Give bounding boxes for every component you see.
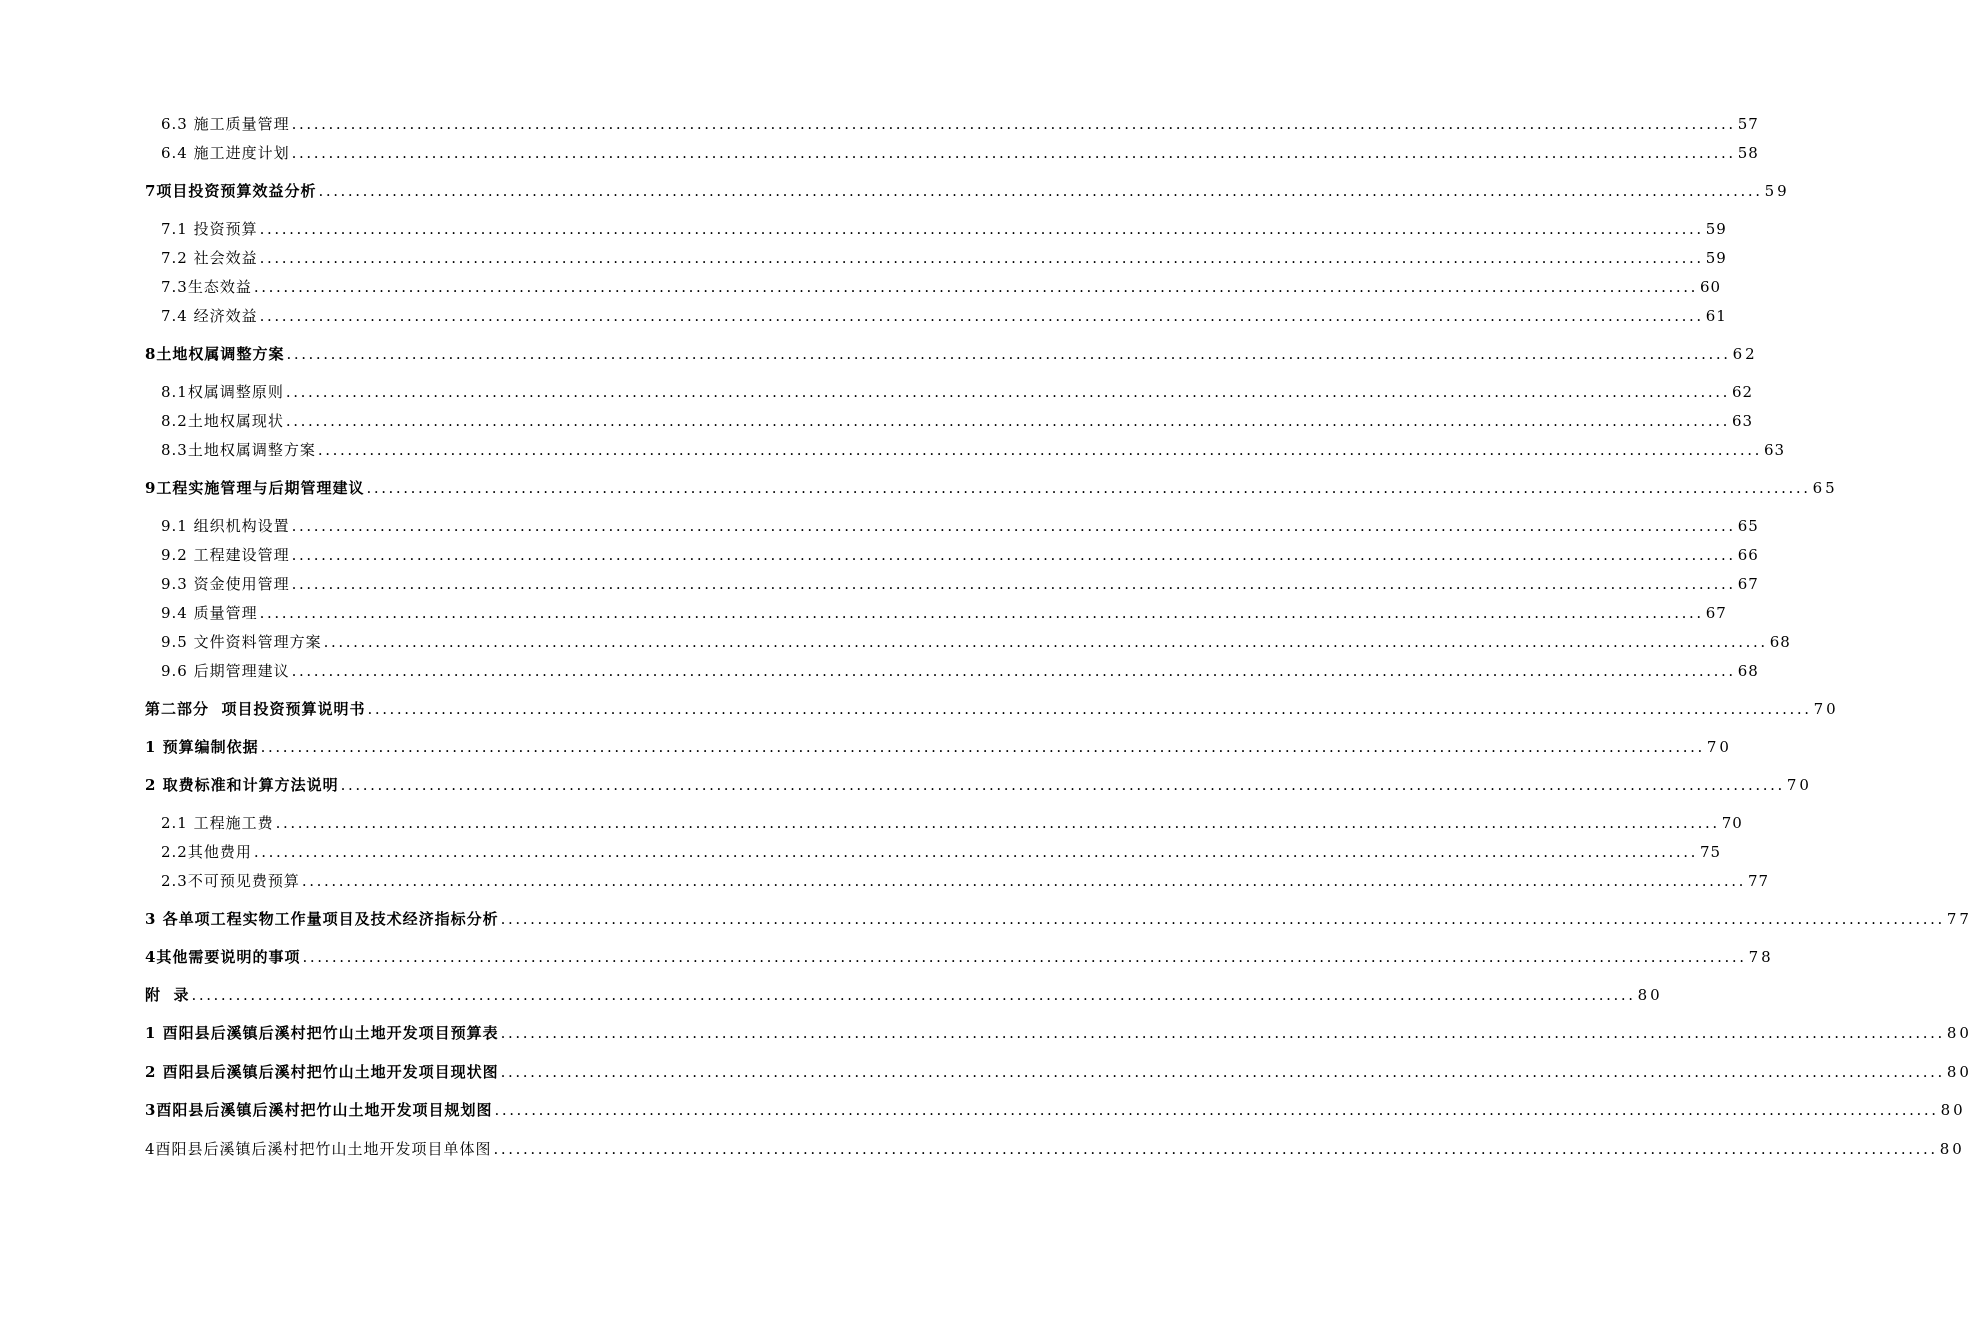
toc-entry-title: 4酉阳县后溪镇后溪村把竹山土地开发项目单体图 <box>145 1140 492 1158</box>
dot-leader <box>260 248 1704 268</box>
dot-leader <box>292 661 1736 681</box>
toc-entry-title: 2.1 工程施工费 <box>161 814 274 832</box>
toc-entry-page: 68 <box>1769 633 1791 651</box>
toc-entry-title: 8土地权属调整方案 <box>145 345 285 363</box>
toc-entry-page: 80 <box>1637 986 1663 1004</box>
toc-entry-page: 80 <box>1939 1140 1965 1158</box>
toc-entry-title: 9.2 工程建设管理 <box>161 546 290 564</box>
dot-leader <box>302 871 1746 891</box>
toc-entry[interactable] <box>0 731 1732 757</box>
toc-entry[interactable] <box>0 597 1727 623</box>
dot-leader <box>318 440 1762 460</box>
dot-leader <box>286 411 1730 431</box>
dot-leader <box>276 813 1720 833</box>
toc-entry[interactable] <box>0 979 1663 1005</box>
toc-entry[interactable] <box>0 903 1972 929</box>
toc-entry-title: 9工程实施管理与后期管理建议 <box>145 479 365 497</box>
toc-entry-title: 2 酉阳县后溪镇后溪村把竹山土地开发项目现状图 <box>145 1063 499 1081</box>
dot-leader <box>501 909 1945 929</box>
dot-leader <box>367 699 1811 719</box>
toc-entry[interactable] <box>0 175 1790 201</box>
toc-entry-page: 63 <box>1764 441 1786 459</box>
dot-leader <box>341 775 1785 795</box>
toc-entry-page: 67 <box>1705 604 1727 622</box>
toc-entry[interactable] <box>0 108 1759 134</box>
toc-entry-title: 9.5 文件资料管理方案 <box>161 633 322 651</box>
toc-entry-page: 60 <box>1700 278 1722 296</box>
toc-entry-page: 80 <box>1946 1024 1972 1042</box>
toc-entry-title: 1 预算编制依据 <box>145 738 259 756</box>
dot-leader <box>501 1023 1945 1043</box>
toc-entry-page: 65 <box>1812 479 1838 497</box>
dot-leader <box>292 574 1736 594</box>
toc-entry[interactable] <box>0 568 1759 594</box>
dot-leader <box>191 985 1635 1005</box>
toc-entry-title: 9.1 组织机构设置 <box>161 517 290 535</box>
toc-entry[interactable] <box>0 1056 1972 1082</box>
dot-leader <box>494 1139 1938 1159</box>
toc-entry[interactable] <box>0 271 1722 297</box>
toc-entry-title: 9.6 后期管理建议 <box>161 662 290 680</box>
toc-entry-page: 68 <box>1737 662 1759 680</box>
toc-entry-page: 80 <box>1940 1101 1966 1119</box>
dot-leader <box>292 114 1736 134</box>
toc-entry-page: 78 <box>1748 948 1774 966</box>
toc-entry-page: 59 <box>1705 220 1727 238</box>
toc-entry[interactable] <box>0 137 1759 163</box>
toc-entry[interactable] <box>0 213 1727 239</box>
dot-leader <box>254 277 1698 297</box>
toc-entry[interactable] <box>0 626 1791 652</box>
toc-entry-title: 附 录 <box>145 986 190 1004</box>
toc-entry-title: 2.2其他费用 <box>161 843 252 861</box>
toc-entry-page: 70 <box>1721 814 1743 832</box>
toc-entry-title: 3酉阳县后溪镇后溪村把竹山土地开发项目规划图 <box>145 1101 493 1119</box>
toc-entry-page: 59 <box>1764 182 1790 200</box>
dot-leader <box>261 737 1705 757</box>
toc-entry[interactable] <box>0 655 1759 681</box>
toc-entry-page: 65 <box>1737 517 1759 535</box>
dot-leader <box>318 181 1762 201</box>
dot-leader <box>494 1100 1938 1120</box>
toc-entry-title: 9.4 质量管理 <box>161 604 258 622</box>
dot-leader <box>501 1062 1945 1082</box>
toc-entry[interactable] <box>0 434 1786 460</box>
toc-entry-title: 2.3不可预见费预算 <box>161 872 300 890</box>
toc-entry-page: 61 <box>1705 307 1727 325</box>
toc-entry[interactable] <box>0 376 1754 402</box>
toc-entry[interactable] <box>0 769 1812 795</box>
toc-entry-page: 77 <box>1946 910 1972 928</box>
toc-entry[interactable] <box>0 941 1774 967</box>
toc-entry-page: 59 <box>1705 249 1727 267</box>
toc-entry-title: 8.1权属调整原则 <box>161 383 284 401</box>
toc-entry-title: 2 取费标准和计算方法说明 <box>145 776 339 794</box>
toc-entry-title: 6.4 施工进度计划 <box>161 144 290 162</box>
toc-entry-page: 58 <box>1737 144 1759 162</box>
dot-leader <box>292 545 1736 565</box>
dot-leader <box>260 219 1704 239</box>
toc-entry[interactable] <box>0 472 1838 498</box>
toc-entry[interactable] <box>0 1094 1966 1120</box>
toc-entry[interactable] <box>0 242 1727 268</box>
toc-entry-page: 70 <box>1786 776 1812 794</box>
dot-leader <box>324 632 1768 652</box>
toc-entry-title: 9.3 资金使用管理 <box>161 575 290 593</box>
toc-entry-title: 7.1 投资预算 <box>161 220 258 238</box>
toc-entry[interactable] <box>0 836 1722 862</box>
toc-entry-page: 77 <box>1748 872 1770 890</box>
toc-entry-page: 70 <box>1706 738 1732 756</box>
toc-entry[interactable] <box>0 510 1759 536</box>
toc-entry-page: 80 <box>1946 1063 1972 1081</box>
dot-leader <box>260 306 1704 326</box>
toc-entry[interactable] <box>0 865 1770 891</box>
dot-leader <box>286 382 1730 402</box>
dot-leader <box>292 143 1736 163</box>
toc-entry[interactable] <box>0 338 1758 364</box>
dot-leader <box>366 478 1810 498</box>
toc-entry[interactable] <box>0 300 1727 326</box>
dot-leader <box>302 947 1746 967</box>
toc-entry-title: 7.2 社会效益 <box>161 249 258 267</box>
toc-entry-page: 62 <box>1732 383 1754 401</box>
dot-leader <box>292 516 1736 536</box>
toc-entry-page: 62 <box>1732 345 1758 363</box>
toc-entry-title: 4其他需要说明的事项 <box>145 948 301 966</box>
toc-entry-title: 7.3生态效益 <box>161 278 252 296</box>
toc-entry-page: 75 <box>1700 843 1722 861</box>
toc-entry-page: 63 <box>1732 412 1754 430</box>
dot-leader <box>254 842 1698 862</box>
toc-entry-page: 66 <box>1737 546 1759 564</box>
toc-entry[interactable] <box>0 807 1743 833</box>
toc-entry-title: 1 酉阳县后溪镇后溪村把竹山土地开发项目预算表 <box>145 1024 499 1042</box>
toc-entry-page: 57 <box>1737 115 1759 133</box>
toc-entry-title: 7.4 经济效益 <box>161 307 258 325</box>
toc-entry[interactable] <box>0 539 1759 565</box>
toc-entry-page: 70 <box>1813 700 1839 718</box>
toc-entry-title: 8.2土地权属现状 <box>161 412 284 430</box>
toc-entry[interactable] <box>0 1133 1965 1159</box>
toc-entry[interactable] <box>0 1017 1972 1043</box>
dot-leader <box>260 603 1704 623</box>
toc-entry-title: 第二部分 项目投资预算说明书 <box>145 700 366 718</box>
toc-entry-title: 7项目投资预算效益分析 <box>145 182 317 200</box>
toc-entry[interactable] <box>0 405 1754 431</box>
toc-entry-title: 6.3 施工质量管理 <box>161 115 290 133</box>
toc-entry-title: 3 各单项工程实物工作量项目及技术经济指标分析 <box>145 910 499 928</box>
toc-entry-title: 8.3土地权属调整方案 <box>161 441 316 459</box>
dot-leader <box>286 344 1730 364</box>
toc-entry-page: 67 <box>1737 575 1759 593</box>
toc-entry[interactable] <box>0 693 1839 719</box>
